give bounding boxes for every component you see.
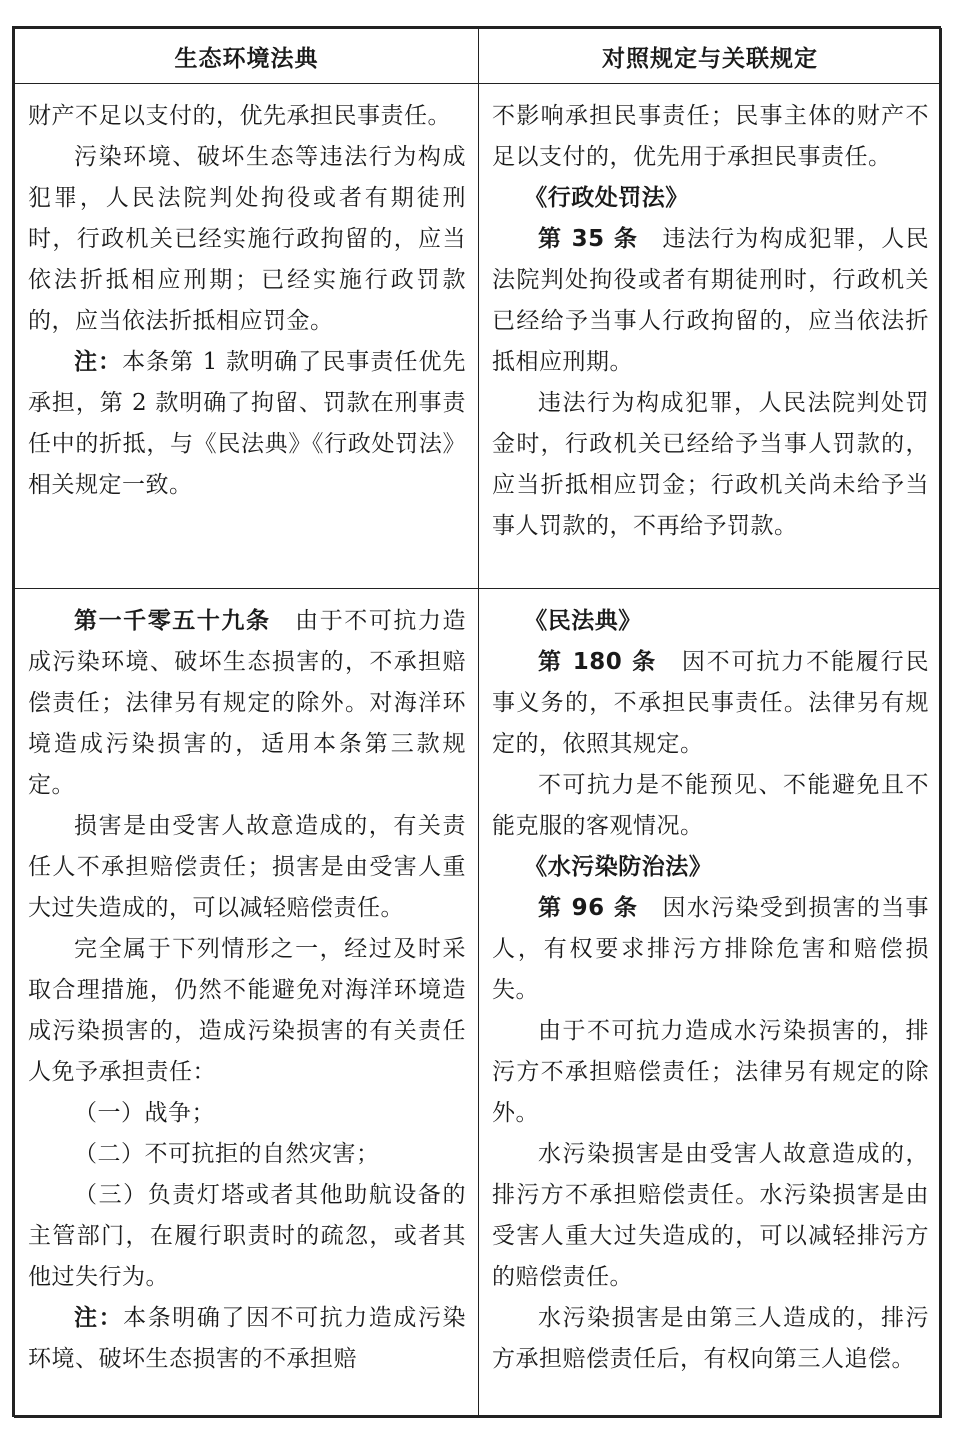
note: [28, 342, 466, 506]
article-label: 第 35 条: [538, 226, 639, 252]
paragraph: 由于不可抗力造成水污染损害的，排污方不承担赔偿责任；法律另有规定的除外。: [492, 1018, 929, 1126]
row1-left-cell: [15, 84, 479, 589]
note-text: 本条第 1 款明确了民事责任优先承担，第 2 款明确了拘留、罚款在刑事责任中的折抵，与《民法典》《行政处罚法》相关规定一致。: [28, 349, 466, 498]
article-text: 因水污染受到损害的当事人，有权要求排污方排除危害和赔偿损失。: [492, 895, 930, 1003]
table-row: [15, 589, 942, 1418]
list-item: （三）负责灯塔或者其他助航设备的主管部门，在履行职责时的疏忽，或者其他过失行为。: [28, 1182, 466, 1290]
row2-left-cell: [15, 589, 479, 1418]
continued-text: 不影响承担民事责任；民事主体的财产不足以支付的，优先用于承担民事责任。: [492, 103, 929, 170]
header-row: [15, 29, 942, 84]
article: [492, 888, 929, 1011]
note-label: 注：: [74, 1305, 124, 1331]
article: [492, 219, 929, 383]
row2-right-cell: [479, 589, 942, 1418]
article-label: 第 96 条: [538, 895, 639, 921]
law-title: 《行政处罚法》: [524, 185, 689, 211]
comparison-table: [12, 26, 941, 1417]
article-text: 由于不可抗力造成污染环境、破坏生态损害的，不承担赔偿责任；法律另有规定的除外。对海洋环境造成污染损害的，适用本条第三款规定。: [28, 608, 467, 798]
law-title: 《水污染防治法》: [524, 854, 713, 880]
paragraph: 损害是由受害人故意造成的，有关责任人不承担赔偿责任；损害是由受害人重大过失造成的，可以减轻赔偿责任。: [28, 813, 466, 921]
list-item: （二）不可抗拒的自然灾害；: [74, 1141, 380, 1167]
paragraph: 污染环境、破坏生态等违法行为构成犯罪，人民法院判处拘役或者有期徒刑时，行政机关已经实施行政拘留的，应当依法折抵相应刑期；已经实施行政罚款的，应当依法折抵相应罚金。: [28, 144, 466, 334]
list-item: （一）战争；: [74, 1100, 215, 1126]
row1-right-cell: [479, 84, 942, 589]
note-label: 注：: [74, 349, 123, 375]
article-label: 第一千零五十九条: [74, 608, 271, 634]
paragraph: 水污染损害是由第三人造成的，排污方承担赔偿责任后，有权向第三人追偿。: [492, 1305, 929, 1372]
header-right: 对照规定与关联规定: [479, 29, 942, 84]
header-left: 生态环境法典: [15, 29, 479, 84]
article-text: 因不可抗力不能履行民事义务的，不承担民事责任。法律另有规定的，依照其规定。: [492, 649, 930, 757]
paragraph: 水污染损害是由受害人故意造成的，排污方不承担赔偿责任。水污染损害是由受害人重大过失造成的，可以减轻排污方的赔偿责任。: [492, 1141, 929, 1290]
law-table: [14, 28, 942, 1418]
note-text: 本条明确了因不可抗力造成污染环境、破坏生态损害的不承担赔: [28, 1305, 467, 1372]
continued-text: 财产不足以支付的，优先承担民事责任。: [28, 103, 451, 129]
article: [492, 642, 929, 765]
article-label: 第 180 条: [538, 649, 657, 675]
article: [28, 601, 466, 806]
note: [28, 1298, 466, 1380]
article-text: 违法行为构成犯罪，人民法院判处拘役或者有期徒刑时，行政机关已经给予当事人行政拘留的，应当依法折抵相应刑期。: [492, 226, 930, 375]
paragraph: 不可抗力是不能预见、不能避免且不能克服的客观情况。: [492, 772, 929, 839]
table-row: [15, 84, 942, 589]
paragraph: 完全属于下列情形之一，经过及时采取合理措施，仍然不能避免对海洋环境造成污染损害的，造成污染损害的有关责任人免予承担责任：: [28, 936, 466, 1085]
paragraph: 违法行为构成犯罪，人民法院判处罚金时，行政机关已经给予当事人罚款的，应当折抵相应罚金；行政机关尚未给予当事人罚款的，不再给予罚款。: [492, 390, 929, 539]
law-title: 《民法典》: [524, 608, 642, 634]
